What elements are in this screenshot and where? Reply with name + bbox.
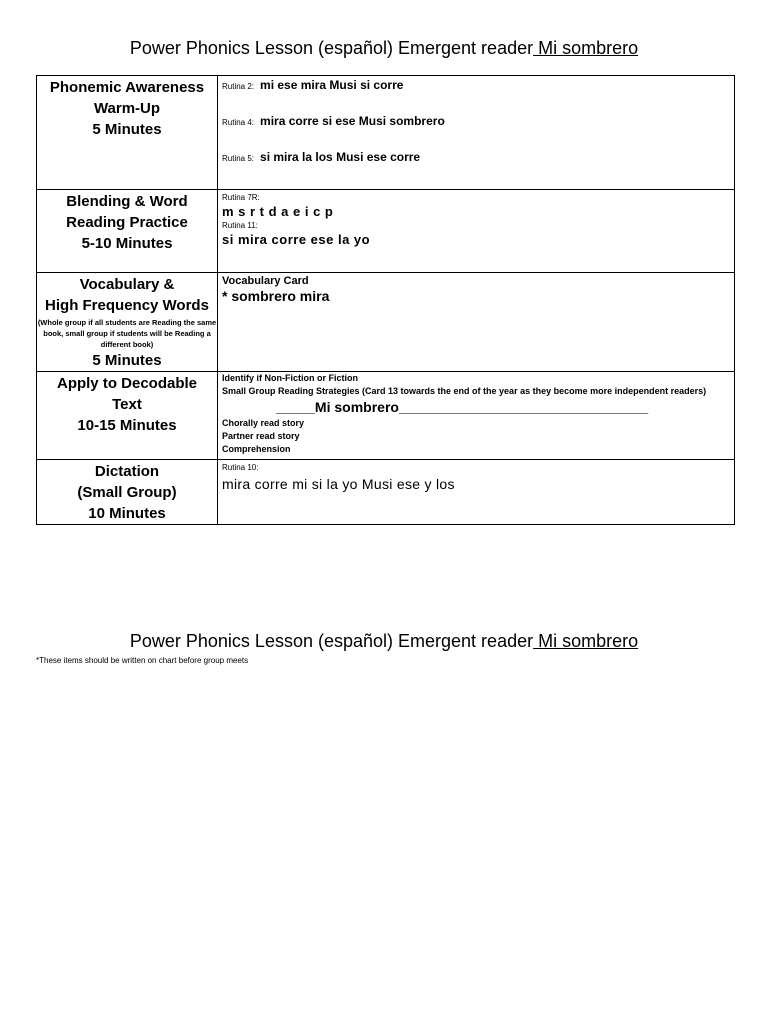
- choral-read-text: Chorally read story: [222, 418, 305, 428]
- rutina-2-line: [222, 78, 730, 92]
- vocabulary-label-cell: [37, 273, 218, 372]
- rutina-4-line: [222, 114, 730, 128]
- comprehension-text: Comprehension: [222, 444, 291, 454]
- blending-label-cell: [37, 190, 218, 273]
- dictation-label-1: Dictation: [94, 463, 160, 480]
- dictation-label-3: 10 Minutes: [88, 505, 166, 522]
- blending-label-2: Reading Practice: [66, 214, 188, 231]
- rutina-4-label: Rutina 4:: [222, 118, 255, 127]
- rutina-10-words: mira corre mi si la yo Musi ese y los: [222, 476, 455, 492]
- vocabulary-label-1: Vocabulary &: [79, 276, 175, 293]
- lesson-table: [36, 75, 735, 525]
- title-prefix-repeat: Power Phonics Lesson (español) Emergent reader: [129, 631, 534, 651]
- rutina-4-words: mira corre si ese Musi sombrero: [260, 114, 445, 128]
- row-vocabulary: [37, 273, 735, 372]
- decodable-label-3: 10-15 Minutes: [77, 417, 177, 434]
- title-book-repeat: Mi sombrero: [533, 631, 639, 651]
- row-dictation: [37, 460, 735, 525]
- decodable-content-cell: [218, 372, 735, 460]
- rutina-11-label: Rutina 11:: [222, 221, 258, 230]
- vocabulary-content-cell: [218, 273, 735, 372]
- blending-label-3: 5-10 Minutes: [81, 235, 173, 252]
- vocabulary-label-3: 5 Minutes: [92, 352, 162, 369]
- rutina-5-words: si mira la los Musi ese corre: [260, 150, 421, 164]
- rutina-11-words: si mira corre ese la yo: [222, 232, 371, 247]
- dictation-label-2: (Small Group): [77, 484, 177, 501]
- decodable-label-1: Apply to Decodable: [56, 375, 198, 392]
- chart-note: *These items should be written on chart before group meets: [36, 656, 249, 665]
- decodable-label-cell: [37, 372, 218, 460]
- title-book: Mi sombrero: [533, 38, 639, 58]
- rutina-2-label: Rutina 2:: [222, 82, 255, 91]
- row-blending: [37, 190, 735, 273]
- rutina-10-label: Rutina 10:: [222, 463, 259, 472]
- phonemic-label-3: 5 Minutes: [92, 121, 162, 138]
- reading-strategies-text: Small Group Reading Strategies (Card 13 towards the end of the year as they become more independent readers): [222, 386, 707, 396]
- blending-label-1: Blending & Word: [66, 193, 188, 210]
- vocabulary-label-2: High Frequency Words: [45, 297, 209, 314]
- vocabulary-words: * sombrero mira: [222, 288, 330, 304]
- page-title: [0, 38, 768, 59]
- rutina-5-label: Rutina 5:: [222, 154, 255, 163]
- row-phonemic-awareness: [37, 76, 735, 190]
- decodable-book-line: _____Mi sombrero________________________________: [276, 399, 649, 415]
- decodable-label-2: Text: [112, 396, 142, 413]
- phonemic-label-2: Warm-Up: [93, 100, 161, 117]
- phonemic-label-1: Phonemic Awareness: [49, 79, 205, 96]
- row-decodable-text: [37, 372, 735, 460]
- partner-read-text: Partner read story: [222, 431, 300, 441]
- rutina-2-words: mi ese mira Musi si corre: [260, 78, 404, 92]
- vocabulary-subnote: (Whole group if all students are Reading the same book, small group if students will be Reading a different book): [37, 318, 217, 349]
- title-prefix: Power Phonics Lesson (español) Emergent reader: [129, 38, 534, 58]
- rutina-5-line: [222, 150, 730, 164]
- phonemic-label-cell: [37, 76, 218, 190]
- identify-fiction-text: Identify if Non-Fiction or Fiction: [222, 373, 358, 383]
- dictation-label-cell: [37, 460, 218, 525]
- dictation-content-cell: [218, 460, 735, 525]
- blending-content-cell: [218, 190, 735, 273]
- rutina-7r-letters: m s r t d a e i c p: [222, 204, 334, 219]
- page-title-repeat: [0, 631, 768, 652]
- phonemic-content-cell: [218, 76, 735, 190]
- vocabulary-card-label: Vocabulary Card: [222, 275, 309, 287]
- rutina-7r-label: Rutina 7R:: [222, 193, 260, 202]
